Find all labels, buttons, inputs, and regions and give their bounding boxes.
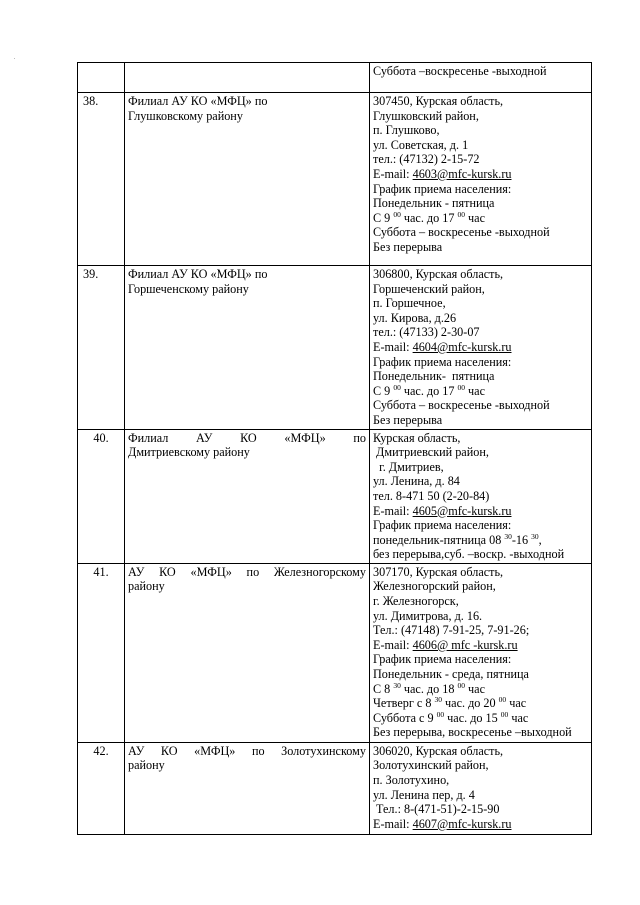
- contact-line: [373, 817, 588, 832]
- contact-line: [373, 504, 588, 519]
- contact-line: [373, 652, 588, 667]
- contact-text: E-mail:: [373, 816, 413, 831]
- contact-line: [373, 267, 588, 282]
- contact-line: [373, 594, 588, 609]
- mfc-branch-table: [77, 62, 592, 835]
- contact-text: час: [465, 383, 485, 398]
- branch-contacts: [370, 266, 592, 430]
- time-superscript: 00: [457, 382, 465, 392]
- contact-line: [373, 296, 588, 311]
- contact-line: [373, 211, 588, 226]
- contact-text: E-mail:: [373, 166, 413, 181]
- branch-name-line: [128, 565, 366, 580]
- contact-line: [373, 460, 588, 475]
- branch-name-word: по: [251, 743, 265, 758]
- time-superscript: 00: [436, 709, 445, 719]
- contact-text: Без перерыва, воскресенье –выходной: [373, 725, 572, 740]
- contact-line: [373, 533, 588, 548]
- contact-line: [373, 167, 588, 182]
- contact-text: тел.: (47133) 2-30-07: [373, 325, 480, 340]
- contact-text: без перерыва,суб. –воскр. -выходной: [373, 547, 565, 562]
- contact-line: [373, 474, 588, 489]
- branch-name-line: Дмитриевскому району: [128, 445, 250, 460]
- contact-text: тел.: (47132) 2-15-72: [373, 152, 480, 167]
- contact-line: [373, 638, 588, 653]
- table-row: [78, 742, 592, 834]
- contact-text: ул. Ленина пер, д. 4: [373, 787, 475, 802]
- contact-text: Тел.: 8-(471-51)-2-15-90: [373, 802, 500, 817]
- contact-line: [373, 788, 588, 803]
- contact-text: г. Дмитриев,: [373, 459, 444, 474]
- branch-contacts: [370, 63, 592, 93]
- row-number: 38.: [78, 93, 125, 266]
- contact-line: [373, 609, 588, 624]
- contact-text: Понедельник - среда, пятница: [373, 667, 529, 682]
- contact-text: Суббота – воскресенье -выходной: [373, 398, 550, 413]
- row-number: 39.: [78, 266, 125, 430]
- contact-text: 307450, Курская область,: [373, 94, 504, 108]
- branch-name-word: Железногорскому: [273, 564, 366, 579]
- contact-text: E-mail:: [373, 339, 413, 354]
- branch-contacts: [370, 429, 592, 563]
- table-row: [78, 563, 592, 742]
- contact-text: Суббота с 9: [373, 710, 437, 725]
- contact-text: График приема населения:: [373, 518, 512, 533]
- contact-line: [373, 744, 588, 759]
- contact-line: [373, 369, 588, 384]
- contact-text: Понедельник - пятница: [373, 196, 495, 211]
- time-superscript: 30: [531, 531, 539, 541]
- contact-line: [373, 123, 588, 138]
- contact-text: понедельник-пятница 08: [373, 532, 505, 547]
- branch-name-line: Филиал АУ КО «МФЦ» по: [128, 94, 268, 108]
- contact-text: 306800, Курская область,: [373, 267, 504, 281]
- time-superscript: 30: [504, 531, 512, 541]
- branch-name-line: Глушковскому району: [128, 108, 243, 123]
- contact-text: E-mail:: [373, 637, 413, 652]
- contact-text: Золотухинский район,: [373, 758, 489, 773]
- branch-name-line: району: [128, 579, 165, 594]
- branch-name-word: Филиал: [128, 430, 169, 445]
- contact-text: Курская область,: [373, 430, 461, 445]
- contact-line: [373, 445, 588, 460]
- contact-text: График приема населения:: [373, 354, 512, 369]
- contact-line: [373, 225, 588, 240]
- contact-text: ул. Димитрова, д. 16.: [373, 608, 483, 623]
- contact-line: [373, 282, 588, 297]
- table-row: [78, 429, 592, 563]
- branch-contacts: [370, 93, 592, 266]
- contact-text: час. до 17: [400, 383, 458, 398]
- branch-name-word: по: [353, 430, 366, 445]
- contact-text: 306020, Курская область,: [373, 743, 504, 758]
- branch-name: [125, 563, 370, 742]
- contact-text: Суббота – воскресенье -выходной: [373, 225, 550, 240]
- contact-text: Дмитриевский район,: [373, 445, 489, 460]
- contact-text: Без перерыва: [373, 412, 443, 427]
- contact-text: Железногорский район,: [373, 579, 496, 594]
- time-superscript: 00: [457, 680, 465, 690]
- contact-text: С 9: [373, 210, 394, 225]
- time-superscript: 00: [500, 709, 509, 719]
- contact-text: ул. Кирова, д.26: [373, 310, 457, 325]
- branch-name-word: АУ: [196, 430, 213, 445]
- branch-name-line: Филиал АУ КО «МФЦ» по: [128, 267, 268, 281]
- table-row: [78, 93, 592, 266]
- contact-text: Глушковский район,: [373, 108, 479, 123]
- branch-name-word: КО: [160, 743, 178, 758]
- contact-line: [373, 518, 588, 533]
- contact-text: С 9: [373, 383, 394, 398]
- branch-name-word: АУ: [128, 743, 145, 758]
- contact-text: час. до 17: [400, 210, 458, 225]
- contact-text: час. до 15: [444, 710, 501, 725]
- contact-text: г. Железногорск,: [373, 594, 459, 609]
- branch-name-word: «МФЦ»: [194, 743, 236, 758]
- contact-text: час: [508, 710, 529, 725]
- contact-line: [373, 773, 588, 788]
- branch-name-word: по: [246, 564, 260, 579]
- contact-text: Без перерыва: [373, 239, 443, 254]
- contact-text: тел. 8-471 50 (2-20-84): [373, 488, 490, 503]
- contact-text: час: [465, 681, 485, 696]
- row-number: [78, 63, 125, 93]
- time-superscript: 30: [434, 695, 442, 705]
- branch-name: [125, 63, 370, 93]
- email-link[interactable]: 4607@mfc-kursk.ru: [412, 816, 512, 831]
- contact-text: п. Горшечное,: [373, 296, 446, 311]
- contact-line: [373, 547, 588, 562]
- contact-line: [373, 240, 588, 255]
- contact-line: [373, 64, 588, 79]
- contact-line: [373, 623, 588, 638]
- branch-name: [125, 429, 370, 563]
- contact-line: [373, 340, 588, 355]
- contact-line: [373, 398, 588, 413]
- contact-text: час. до 20: [442, 696, 499, 711]
- contact-line: [373, 725, 588, 740]
- contact-line: [373, 384, 588, 399]
- email-link[interactable]: 4605@mfc-kursk.ru: [412, 503, 512, 518]
- contact-text: час. до 18: [400, 681, 458, 696]
- row-number: 40.: [78, 429, 125, 563]
- branch-name: [125, 742, 370, 834]
- contact-line: [373, 311, 588, 326]
- contact-line: [373, 667, 588, 682]
- contact-line: [373, 109, 588, 124]
- contact-text: График приема населения:: [373, 181, 512, 196]
- email-link[interactable]: 4604@mfc-kursk.ru: [412, 339, 512, 354]
- contact-text: График приема населения:: [373, 652, 512, 667]
- contact-text: Понедельник- пятница: [373, 369, 495, 384]
- time-superscript: 00: [457, 209, 465, 219]
- time-superscript: 00: [498, 695, 507, 705]
- branch-name: [125, 93, 370, 266]
- contact-text: Тел.: (47148) 7-91-25, 7-91-26;: [373, 623, 530, 638]
- branch-name-word: КО: [159, 564, 176, 579]
- contact-line: [373, 94, 588, 109]
- contact-text: ул. Ленина, д. 84: [373, 474, 460, 489]
- branch-name: [125, 266, 370, 430]
- branch-name-word: Золотухинскому: [281, 743, 366, 758]
- branch-name-word: «МФЦ»: [284, 430, 326, 445]
- branch-name-word: «МФЦ»: [190, 564, 232, 579]
- contact-line: [373, 196, 588, 211]
- contact-text: 307170, Курская область,: [373, 564, 504, 579]
- contact-line: [373, 565, 588, 580]
- table-row: [78, 266, 592, 430]
- contact-text: Горшеченский район,: [373, 281, 485, 296]
- email-link[interactable]: 4603@mfc-kursk.ru: [412, 166, 512, 181]
- contact-line: [373, 355, 588, 370]
- time-superscript: 30: [393, 680, 401, 690]
- branch-name-line: району: [128, 758, 165, 773]
- time-superscript: 00: [393, 382, 401, 392]
- branch-name-line: [128, 744, 366, 759]
- row-number: 42.: [78, 742, 125, 834]
- contact-text: Суббота –воскресенье -выходной: [373, 64, 547, 78]
- branch-name-word: АУ: [128, 564, 145, 579]
- contact-text: С 8: [373, 681, 394, 696]
- branch-name-line: Горшеченскому району: [128, 281, 249, 296]
- contact-text: Четверг с 8: [373, 696, 435, 711]
- contact-line: [373, 138, 588, 153]
- contact-line: [373, 413, 588, 428]
- contact-line: [373, 758, 588, 773]
- branch-contacts: [370, 742, 592, 834]
- contact-line: [373, 682, 588, 697]
- contact-text: ,: [538, 532, 542, 547]
- time-superscript: 00: [393, 209, 401, 219]
- contact-line: [373, 696, 588, 711]
- contact-text: п. Золотухино,: [373, 773, 450, 788]
- contact-text: час: [465, 210, 485, 225]
- scan-margin-dot: [14, 58, 15, 59]
- contact-text: -16: [511, 532, 532, 547]
- email-link[interactable]: 4606@ mfc -kursk.ru: [412, 637, 518, 652]
- branch-contacts: [370, 563, 592, 742]
- contact-line: [373, 431, 588, 446]
- contact-line: [373, 802, 588, 817]
- branch-name-line: [128, 431, 366, 446]
- contact-text: час: [506, 696, 527, 711]
- branch-name-word: КО: [240, 430, 257, 445]
- contact-line: [373, 152, 588, 167]
- contact-text: E-mail:: [373, 503, 413, 518]
- contact-text: ул. Советская, д. 1: [373, 137, 469, 152]
- contact-text: п. Глушково,: [373, 123, 440, 138]
- contact-line: [373, 711, 588, 726]
- contact-line: [373, 325, 588, 340]
- contact-line: [373, 489, 588, 504]
- row-number: 41.: [78, 563, 125, 742]
- table-row: [78, 63, 592, 93]
- contact-line: [373, 182, 588, 197]
- contact-line: [373, 579, 588, 594]
